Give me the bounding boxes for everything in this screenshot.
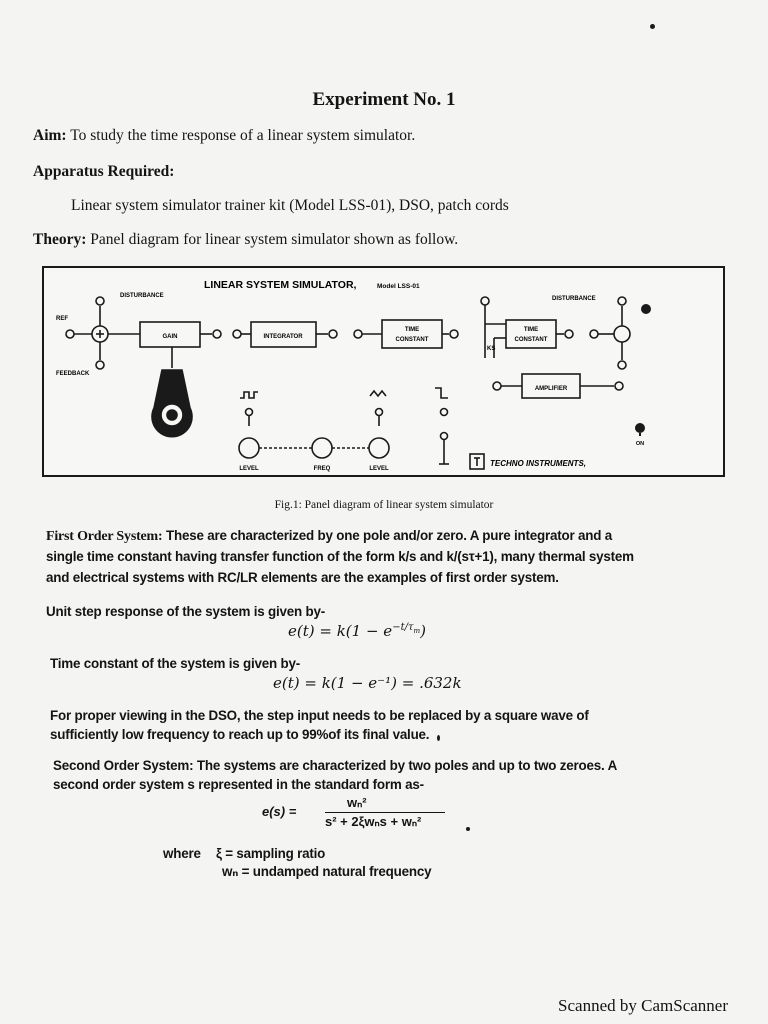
theory-line [33, 231, 458, 249]
first-order-line-1 [46, 528, 612, 545]
integrator-input-terminal[interactable] [233, 330, 241, 338]
tc2-output-terminal[interactable] [565, 330, 573, 338]
aim-text: To study the time response of a linear system simulator. [70, 127, 416, 144]
on-label: ON [635, 441, 645, 447]
disturbance-left-label: DISTURBANCE [120, 293, 164, 299]
freq-knob[interactable] [312, 438, 332, 458]
panel-diagram [42, 266, 725, 477]
where-label: where [163, 846, 201, 861]
panel-diagram-svg [44, 268, 723, 475]
tf-lhs: e(s) = [262, 804, 297, 819]
unit-step-text: Unit step response of the system is given by- [46, 604, 325, 619]
dso-line-2: sufficiently low frequency to reach up to 99%of its final value. [50, 727, 430, 742]
summing-right-output-terminal[interactable] [618, 361, 626, 369]
disturbance-right-label: DISTURBANCE [552, 296, 596, 302]
feedback-terminal[interactable] [96, 361, 104, 369]
disturbance-left-terminal[interactable] [96, 297, 104, 305]
tf-numerator: wₙ² [347, 795, 367, 810]
apparatus-label: Apparatus Required: [33, 163, 175, 180]
disturbance-right-terminal[interactable] [618, 297, 626, 305]
where-item-wn: wₙ = undamped natural frequency [222, 864, 432, 879]
summing-junction-right [614, 326, 630, 342]
time-constant-text: Time constant of the system is given by- [50, 656, 300, 671]
unit-step-equation: $e(t) = k(1 - e^{-t/\tau_m})$ [288, 622, 426, 640]
dso-line-1: For proper viewing in the DSO, the step input needs to be replaced by a square wave of [50, 708, 589, 723]
scan-speck [466, 827, 470, 831]
where-item-zeta: ξ = sampling ratio [216, 846, 326, 861]
figure-caption: Fig.1: Panel diagram of linear system simulator [274, 499, 494, 511]
tc1-label-line1: TIME [404, 327, 420, 333]
summing-right-input-terminal[interactable] [590, 330, 598, 338]
theory-text: Panel diagram for linear system simulator shown as follow. [90, 231, 459, 248]
theory-label: Theory: [33, 231, 87, 248]
scanner-footer: Scanned by CamScanner [558, 996, 728, 1015]
amplifier-output-terminal[interactable] [615, 382, 623, 390]
gain-label: GAIN [162, 334, 178, 340]
feedback-label: FEEDBACK [56, 371, 90, 377]
ref-label: REF [56, 316, 68, 322]
ks-label: KS [487, 346, 496, 352]
page-title: Experiment No. 1 [312, 89, 456, 110]
second-order-label: Second Order System: [53, 758, 194, 773]
amplifier-input-terminal[interactable] [493, 382, 501, 390]
panel-title: LINEAR SYSTEM SIMULATOR, [204, 279, 357, 291]
brand-label: TECHNO INSTRUMENTS, [490, 459, 586, 468]
level-knob-right[interactable] [369, 438, 389, 458]
apparatus-text: Linear system simulator trainer kit (Model LSS-01), DSO, patch cords [71, 197, 509, 214]
integrator-label: INTEGRATOR [263, 334, 303, 340]
aim-label: Aim: [33, 127, 67, 144]
time-constant-equation: e(t) = k(1 − e⁻¹) = .632k [273, 674, 462, 692]
panel-model: Model LSS-01 [377, 283, 420, 290]
tc2-label-line2: CONSTANT [514, 337, 548, 343]
integrator-output-terminal[interactable] [329, 330, 337, 338]
tc1-output-terminal[interactable] [450, 330, 458, 338]
tc1-label-line2: CONSTANT [395, 337, 429, 343]
level-left-label: LEVEL [239, 466, 259, 472]
gain-output-terminal[interactable] [213, 330, 221, 338]
tc1-input-terminal[interactable] [354, 330, 362, 338]
aim-line [33, 127, 415, 145]
first-order-line-2: single time constant having transfer function of the form k/s and k/(sτ+1), many thermal system [46, 549, 634, 564]
tc2-label-line1: TIME [523, 327, 539, 333]
first-order-label: First Order System: [46, 529, 163, 544]
second-order-line-2: second order system s represented in the standard form as- [53, 777, 424, 792]
level-knob-left[interactable] [239, 438, 259, 458]
ref-terminal[interactable] [66, 330, 74, 338]
scan-speck [650, 24, 655, 29]
amplifier-label: AMPLIFIER [534, 386, 568, 392]
scan-speck [437, 735, 440, 741]
second-order-line-1 [53, 758, 617, 773]
first-order-text-1: These are characterized by one pole and/or zero. A pure integrator and a [166, 528, 612, 543]
tc2-input-terminal[interactable] [481, 297, 489, 305]
level-right-label: LEVEL [369, 466, 389, 472]
freq-label: FREQ [313, 466, 331, 472]
second-order-text-1: The systems are characterized by two poles and up to two zeroes. A [196, 758, 618, 773]
fraction-bar [325, 812, 445, 813]
tf-denominator: s² + 2ξwₙs + wₙ² [325, 814, 422, 829]
first-order-line-3: and electrical systems with RC/LR elements are the examples of first order system. [46, 570, 559, 585]
